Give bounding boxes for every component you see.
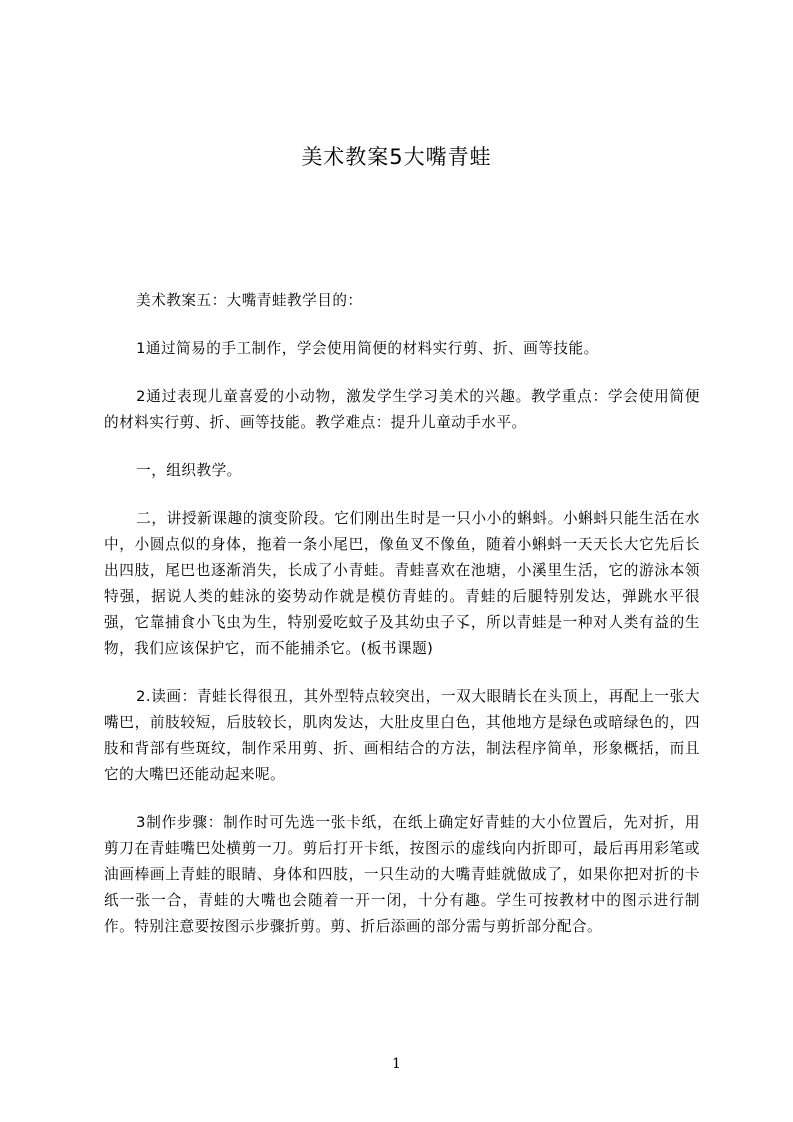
paragraph-new-lesson: 二，讲授新课趣的演变阶段。它们刚出生时是一只小小的蝌蚪。小蝌蚪只能生活在水中，小圆点似的身体，拖着一条小尾巴，像鱼叉不像鱼，随着小蝌蚪一天天长大它先后长出四肢，尾巴也逐渐消失，长成了小青蛙。青蛙喜欢在池塘，小溪里生活，它的游泳本领特强，据说人类的蛙泳的姿势动作就是模仿青蛙的。青蛙的后腿特别发达，弹跳水平很强，它靠捕食小飞虫为生，特别爱吃蚊子及其幼虫子孓，所以青蛙是一种对人类有益的生物，我们应该保护它，而不能捕杀它。(板书课题) (104, 510, 700, 657)
page-title: 美术教案5大嘴青蛙 (301, 145, 492, 169)
paragraph-organize-teaching: 一，组织教学。 (136, 462, 242, 479)
paragraph-objective-1: 1通过简易的手工制作，学会使用简便的材料实行剪、折、画等技能。 (136, 340, 599, 357)
paragraph-objectives-heading: 美术教案五：大嘴青蛙教学目的： (136, 292, 363, 309)
paragraph-reading-picture: 2.读画：青蛙长得很丑，其外型特点较突出，一双大眼睛长在头顶上，再配上一张大嘴巴，前肢较短，后肢较长，肌肉发达，大肚皮里白色，其他地方是绿色或暗绿色的，四肢和背部有些斑纹，制作采用剪、折、画相结合的方法，制法程序简单，形象概括，而且它的大嘴巴还能动起来呢。 (104, 688, 700, 783)
paragraph-objective-2: 2通过表现儿童喜爱的小动物，激发学生学习美术的兴趣。教学重点：学会使用简便的材料实行剪、折、画等技能。教学难点：提升儿童动手水平。 (104, 388, 700, 431)
document-body (104, 288, 700, 962)
paragraph-production-steps: 3制作步骤：制作时可先选一张卡纸，在纸上确定好青蛙的大小位置后，先对折，用剪刀在青蛙嘴巴处横剪一刀。剪后打开卡纸，按图示的虚线向内折即可，最后再用彩笔或油画棒画上青蛙的眼睛、身体和四肢，一只生动的大嘴青蛙就做成了，如果你把对折的卡纸一张一合，青蛙的大嘴也会随着一开一闭，十分有趣。学生可按教材中的图示进行制作。特别注意要按图示步骤折剪。剪、折后添画的部分需与剪折部分配合。 (104, 814, 700, 935)
page-number: 1 (392, 1056, 401, 1072)
